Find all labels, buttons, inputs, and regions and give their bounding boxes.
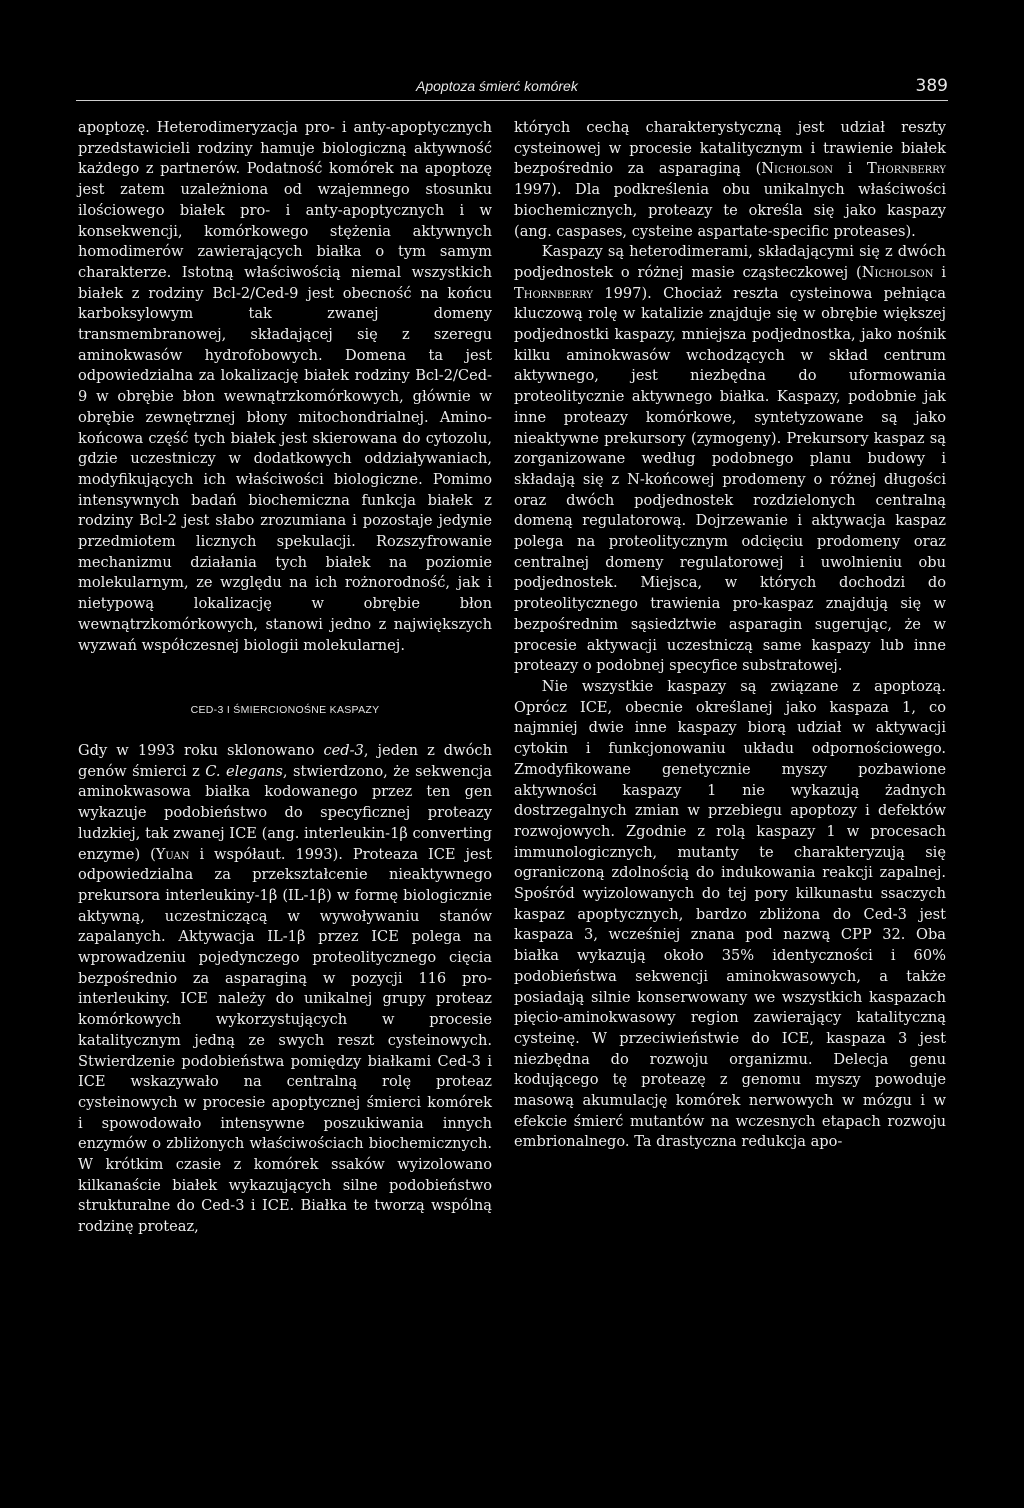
citation-author: Thornberry [867,160,946,178]
text-run: , jeden z dwóch genów śmierci z [78,741,492,780]
running-head: Apoptoza śmierć komórek [416,78,578,94]
text-run: Gdy w 1993 roku sklonowano [78,741,324,759]
right-column [514,118,946,1153]
page-number: 389 [915,76,948,96]
paragraph [78,741,492,1238]
section-heading [78,700,492,721]
text-run: których cechą charakterystyczną jest udział reszty cysteinowej w procesie katalitycznym i trawienie białek bezpośrednio za asparaginą ( [514,119,946,178]
text-run: i współaut. 1993). Proteaza ICE jest odpowiedzialna za przekształcenie nieaktywnego prekursora interleukiny-1β (IL-1β) w formę biologicznie aktywną, uczestniczącą w wywoływaniu stanów zapalanych. Aktywacja IL-1β przez ICE polega na wprowadzeniu pojedynczego proteolitycznego cięcia bezpośrednio za asparaginą w pozycji 116 pro-interleukiny. ICE należy do unikalnej grupy proteaz komórkowych wykorzystujących w procesie katalitycznym jedną ze swych reszt cysteinowych. Stwierdzenie podobieństwa pomiędzy białkami Ced-3 i ICE wskazywało na centralną rolę proteaz cysteinowych w procesie apoptycznej śmierci komórek i spowodowało intensywne poszukiwania innych enzymów o zbliżonych właściwościach biochemicznych. W krótkim czasie z komórek ssaków wyizolowano kilkanaście białek wykazujących silne podobieństwo strukturalne do Ced-3 i ICE. Białka te tworzą wspólną rodzinę proteaz, [78,845,492,1236]
paragraph [514,242,946,677]
italic-term: C. elegans [205,762,283,780]
italic-term: ced-3 [323,741,364,759]
citation-author: Nicholson [861,263,934,281]
text-run: 1997). Dla podkreślenia obu unikalnych właściwości biochemicznych, proteazy te określa się jako kaspazy (ang. caspases, cysteine aspartate-specific proteases). [514,181,946,240]
citation-author: Yuan [155,845,190,863]
citation-author: Thornberry [514,284,593,302]
citation-author: Nicholson [761,160,833,178]
paragraph: Nie wszystkie kaspazy są związane z apoptozą. Oprócz ICE, obecnie określanej jako kaspaza 1, co najmniej dwie inne kaspazy biorą udział w aktywacji cytokin i funkcjonowaniu układu odpornościowego. Zmodyfikowane genetycznie myszy pozbawione aktywności kaspazy 1 nie wykazują żadnych dostrzegalnych zmian w przebiegu apoptozy i defektów rozwojowych. Zgodnie z rolą kaspazy 1 w procesach immunologicznych, mutanty te charakteryzują się ograniczoną zdolnością do indukowania reakcji zapalnej. Spośród wyizolowanych do tej pory kilkunastu ssaczych kaspaz apoptycznych, bardzo zbliżona do Ced-3 jest kaspaza 3, wcześniej znana pod nazwą CPP 32. Oba białka wykazują około 35% identyczności i 60% podobieństwa sekwencji aminokwasowych, a także posiadają silnie konserwowany we wszystkich kaspazach pięcio-aminokwasowy region zawierający katalityczną cysteinę. W przeciwieństwie do ICE, kaspaza 3 jest niezbędna do rozwoju organizmu. Delecja genu kodującego tę proteazę z genomu myszy powoduje masową akumulację komórek nerwowych w mózgu i w efekcie śmierć mutantów na wczesnych etapach rozwoju embrionalnego. Ta drastyczna redukcja apo- [514,677,946,1151]
left-column [78,118,492,1238]
section-heading-text: I ŚMIERCIONOŚNE KASPAZY [226,704,380,717]
text-run: i [933,263,946,281]
paragraph: apoptozę. Heterodimeryzacja pro- i anty-apoptycznych przedstawicieli rodziny hamuje biologiczną aktywność każdego z partnerów. Podatność komórek na apoptozę jest zatem uzależniona od wzajemnego stosunku ilościowego białek pro- i anty-apoptycznych i w konsekwencji, komórkowego stężenia aktywnych homodimerów zawierających białka o tym samym charakterze. Istotną właściwością niemal wszystkich białek z rodziny Bcl-2/Ced-9 jest obecność na końcu karboksylowym tak zwanej domeny transmembranowej, składającej się z szeregu aminokwasów hydrofobowych. Domena ta jest odpowiedzialna za lokalizację białek rodziny Bcl-2/Ced-9 w obrębie błon wewnątrzkomórkowych, głównie w obrębie zewnętrznej błony mitochondrialnej. Amino-końcowa część tych białek jest skierowana do cytozolu, gdzie uczestniczy w dodatkowych oddziaływaniach, modyfikujących ich właściwości biologiczne. Pomimo intensywnych badań biochemiczna funkcja białek z rodziny Bcl-2 jest słabo zrozumiana i pozostaje jedynie przedmiotem licznych spekulacji. Rozszyfrowanie mechanizmu działania tych białek na poziomie molekularnym, ze względu na ich rożnorodność, jak i nietypową lokalizację w obrębie błon wewnątrzkomórkowych, stanowi jedno z największych wyzwań współczesnej biologii molekularnej. [78,119,492,654]
page-header [76,78,948,101]
paragraph [514,118,946,242]
section-heading-gene: CED-3 [190,704,224,717]
text-run: i [833,160,868,178]
text-run: 1997). Chociaż reszta cysteinowa pełniąca kluczową rolę w katalizie znajduje się w obrębie większej podjednostki kaspazy, mniejsza podjednostka, jako nośnik kilku aminokwasów wchodzących w skład centrum aktywnego, jest niezbędna do uformowania proteolitycznie aktywnego białka. Kaspazy, podobnie jak inne proteazy komórkowe, syntetyzowane są jako nieaktywne prekursory (zymogeny). Prekursory kaspaz są zorganizowane według podobnego planu budowy i składają się z N-końcowej prodomeny o różnej długości oraz dwóch podjednostek rozdzielonych centralną domeną regulatorową. Dojrzewanie i aktywacja kaspaz polega na proteolitycznym odcięciu prodomeny oraz centralnej domeny regulatorowej i uwolnieniu obu podjednostek. Miejsca, w których dochodzi do proteolitycznego trawienia pro-kaspaz znajdują się w bezpośrednim sąsiedztwie asparagin sugerując, że w procesie aktywacji uczestniczą same kaspazy lub inne proteazy o podobnej specyfice substratowej. [514,284,946,675]
text-run: Kaspazy są heterodimerami, składającymi się z dwóch podjednostek o różnej masie cząsteczkowej ( [514,243,946,281]
text-run: , stwierdzono, że sekwencja aminokwasowa białka kodowanego przez ten gen wykazuje podobieństwo do specyficznej proteazy ludzkiej, tak zwanej ICE (ang. interleukin-1β converting enzyme) ( [78,762,493,863]
